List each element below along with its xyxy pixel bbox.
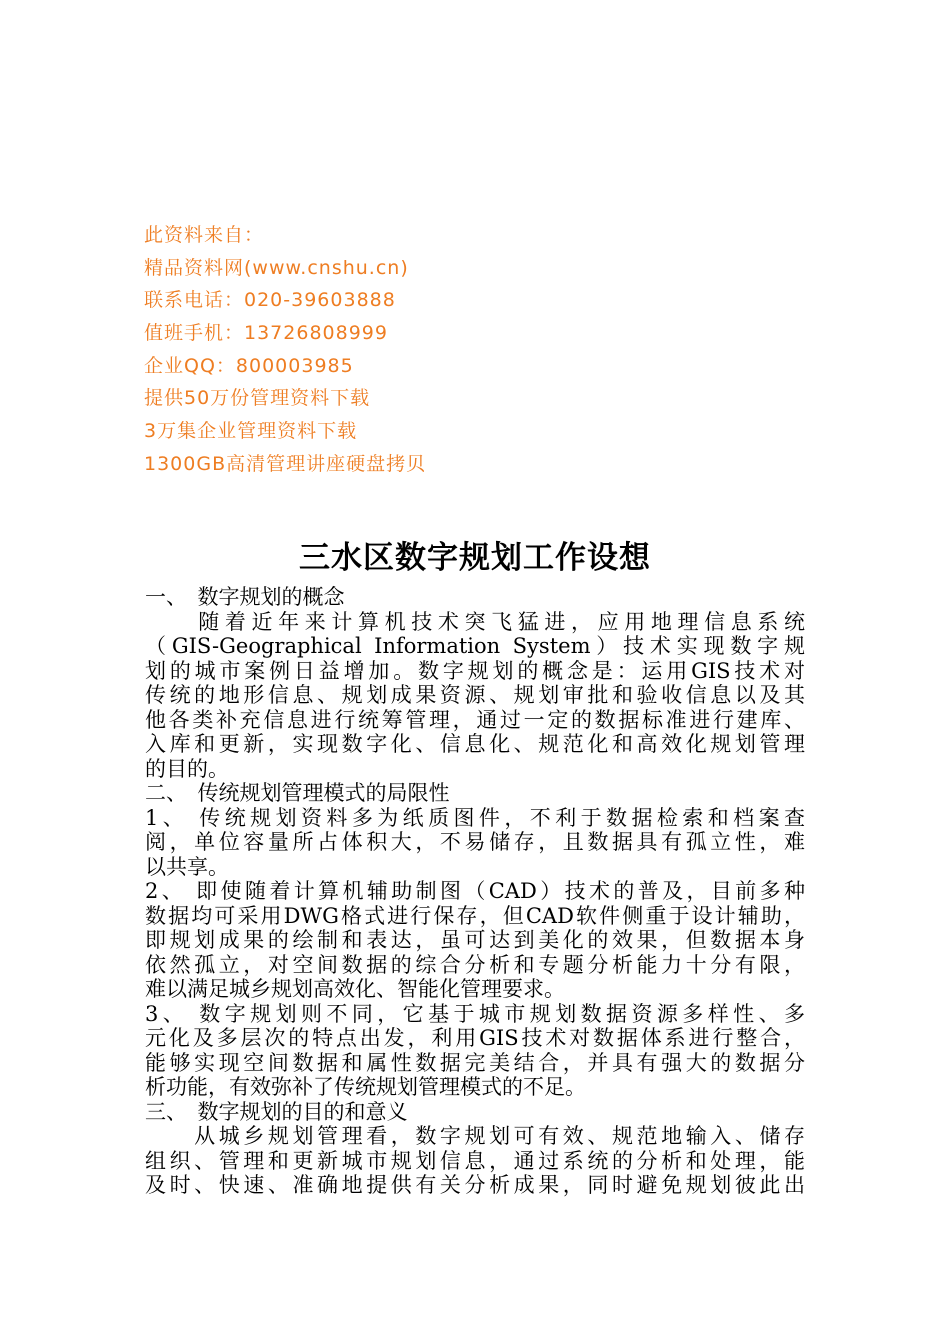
paragraph-line: 入库和更新，实现数字化、信息化、规范化和高效化规划管理 [145,732,805,756]
paragraph-line: 他各类补充信息进行统筹管理，通过一定的数据标准进行建库、 [145,707,805,732]
source-heading: 此资料来自： [144,224,265,246]
paragraph-line: 划的城市案例日益增加。数字规划的概念是：运用GIS技术对 [145,658,805,683]
paragraph-line: 1、 传统规划资料多为纸质图件，不利于数据检索和档案查 [145,805,805,830]
document-title: 三水区数字规划工作设想 [299,540,651,576]
paragraph-line: 及时、快速、准确地提供有关分析成果，同时避免规划彼此出 [145,1173,805,1197]
paragraph-line: 2、 即使随着计算机辅助制图（CAD）技术的普及，目前多种 [145,879,805,903]
paragraph-line: 数据均可采用DWG格式进行保存，但CAD软件侧重于设计辅助， [145,903,805,928]
paragraph-line: 依然孤立，对空间数据的综合分析和专题分析能力十分有限， [145,952,805,977]
paragraph-line: 阅，单位容量所占体积大，不易储存，且数据具有孤立性，难 [145,830,805,854]
paragraph-line: 传统的地形信息、规划成果资源、规划审批和验收信息以及其 [145,683,805,707]
document-body [145,585,805,1198]
paragraph-line: 的目的。 [145,756,229,781]
paragraph-line: 3、 数字规划则不同，它基于城市规划数据资源多样性、多 [145,1001,805,1026]
paragraph-line: 元化及多层次的特点出发，利用GIS技术对数据体系进行整合， [145,1026,805,1050]
source-mobile: 值班手机：13726808999 [144,322,388,345]
source-offer-1: 提供50万份管理资料下载 [144,387,371,410]
source-qq: 企业QQ：800003985 [144,354,354,377]
paragraph-line: 组织、管理和更新城市规划信息，通过系统的分析和处理，能 [145,1148,805,1173]
section-heading-1: 一、 数字规划的概念 [145,585,345,609]
section-heading-2: 二、 传统规划管理模式的局限性 [145,781,450,805]
source-info-block [144,219,804,481]
paragraph-line: 能够实现空间数据和属性数据完美结合，并具有强大的数据分 [145,1050,805,1075]
paragraph-line: 析功能，有效弥补了传统规划管理模式的不足。 [145,1075,586,1099]
paragraph-line: 难以满足城乡规划高效化、智能化管理要求。 [145,977,565,1001]
source-offer-3: 1300GB高清管理讲座硬盘拷贝 [144,452,427,475]
source-phone: 联系电话：020-39603888 [144,289,396,312]
paragraph-line: 以共享。 [145,854,229,879]
section-heading-3: 三、 数字规划的目的和意义 [145,1099,408,1124]
paragraph-line: （GIS-Geographical Information System）技术实现数字规 [145,634,805,658]
paragraph-line: 随着近年来计算机技术突飞猛进，应用地理信息系统 [145,609,805,634]
source-website: 精品资料网(www.cnshu.cn) [144,256,409,279]
paragraph-line: 即规划成果的绘制和表达，虽可达到美化的效果，但数据本身 [145,928,805,952]
paragraph-line: 从城乡规划管理看，数字规划可有效、规范地输入、储存 [145,1124,805,1148]
source-offer-2: 3万集企业管理资料下载 [144,420,358,443]
